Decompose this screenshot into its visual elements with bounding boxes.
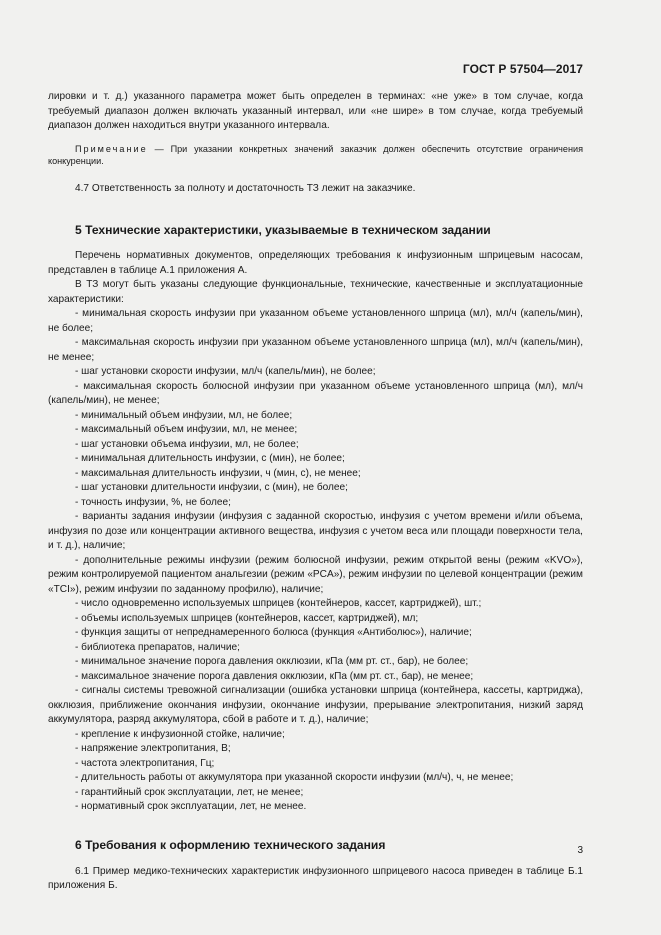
- list-item: - библиотека препаратов, наличие;: [75, 641, 240, 653]
- list-item: - дополнительные режимы инфузии (режим болюсной инфузии, режим открытой вены (режим «KVO»), режим контролируемой пациентом анальгезии (режим «PCA»), режим инфузии по целевой концентрации (режим «TCI»), режим инфузии по заданному профилю), наличие;: [48, 554, 583, 595]
- list-item: - максимальная скорость инфузии при указанном объеме установленного шприца (мл), мл/ч (капель/мин), не менее;: [48, 337, 583, 363]
- note-text: — При указании конкретных значений заказчик должен обеспечить отсутствие ограничения конкуренции.: [48, 143, 583, 166]
- note-paragraph: [48, 143, 583, 168]
- list-item: - гарантийный срок эксплуатации, лет, не менее;: [75, 786, 304, 798]
- list-item: - шаг установки скорости инфузии, мл/ч (капель/мин), не более;: [75, 366, 376, 377]
- list-item: - варианты задания инфузии (инфузия с заданной скоростью, инфузия с учетом времени и/или объема, инфузия по дозе или концентрации активного вещества, инфузия с учетом веса или площади поверхности тела, и т. д.), наличие;: [48, 511, 583, 551]
- section-5-paragraph-2: В ТЗ могут быть указаны следующие функциональные, технические, качественные и эксплуатационные характеристики:: [48, 279, 583, 305]
- characteristics-list: [48, 307, 583, 815]
- list-item: - точность инфузии, %, не более;: [75, 496, 231, 508]
- list-item: - максимальный объем инфузии, мл, не менее;: [75, 424, 298, 435]
- list-item: - минимальная скорость инфузии при указанном объеме установленного шприца (мл), мл/ч (капель/мин), не более;: [48, 308, 583, 334]
- list-item: - нормативный срок эксплуатации, лет, не менее.: [75, 801, 307, 812]
- clause-4-7: 4.7 Ответственность за полноту и достаточность ТЗ лежит на заказчике.: [75, 182, 416, 194]
- list-item: - максимальная длительность инфузии, ч (мин, с), не менее;: [75, 467, 361, 479]
- list-item: - максимальная скорость болюсной инфузии при указанном объеме установленного шприца (мл), мл/ч (капель/мин), не менее;: [48, 380, 583, 406]
- list-item: - функция защиты от непреднамеренного болюса (функция «Антиболюс»), наличие;: [75, 627, 472, 638]
- section-6-heading: 6 Требования к оформлению технического задания: [75, 837, 386, 852]
- list-item: - напряжение электропитания, В;: [75, 743, 231, 754]
- note-label: Примечание: [75, 143, 148, 154]
- list-item: - частота электропитания, Гц;: [75, 757, 215, 769]
- list-item: - минимальная длительность инфузии, с (мин), не более;: [75, 453, 345, 464]
- section-5-heading: 5 Технические характеристики, указываемые в техническом задании: [75, 223, 491, 237]
- list-item: - сигналы системы тревожной сигнализации (ошибка установки шприца (контейнера, кассеты, картриджа), окклюзия, приближение окончания инфузии, окончание инфузии, прерывание электропитания, низкий заряд аккумулятора, разряд аккумулятора, сбой в работе и т. д.), наличие;: [48, 685, 583, 725]
- section-5-paragraph-1: Перечень нормативных документов, определяющих требования к инфузионным шприцевым насосам, представлен в таблице А.1 приложения А.: [48, 250, 583, 276]
- page-number: 3: [577, 845, 583, 856]
- list-item: - число одновременно используемых шприцев (контейнеров, кассет, картриджей), шт.;: [75, 598, 482, 609]
- document-body: [48, 90, 583, 894]
- list-item: - максимальное значение порога давления окклюзии, кПа (мм рт. ст., бар), не менее;: [75, 670, 474, 682]
- list-item: - минимальный объем инфузии, мл, не более;: [75, 409, 293, 421]
- list-item: - объемы используемых шприцев (контейнеров, кассет, картриджей), мл;: [75, 612, 419, 624]
- clause-6-1: 6.1 Пример медико-технических характеристик инфузионного шприцевого насоса приведен в таблице Б.1 приложения Б.: [48, 865, 583, 891]
- intro-paragraph: лировки и т. д.) указанного параметра может быть определен в терминах: «не уже» в том случае, когда требуемый диапазон должен включать указанный интервал, или «не шире» в том случае, когда требуемый диапазон должен находиться внутри указанного интервала.: [48, 91, 583, 131]
- list-item: - крепление к инфузионной стойке, наличие;: [75, 728, 285, 740]
- list-item: - шаг установки длительности инфузии, с (мин), не более;: [75, 482, 348, 493]
- list-item: - шаг установки объема инфузии, мл, не более;: [75, 438, 299, 450]
- list-item: - длительность работы от аккумулятора при указанной скорости инфузии (мл/ч), ч, не менее;: [75, 772, 514, 783]
- document-header-id: ГОСТ Р 57504—2017: [462, 62, 583, 76]
- list-item: - минимальное значение порога давления окклюзии, кПа (мм рт. ст., бар), не более;: [75, 656, 469, 667]
